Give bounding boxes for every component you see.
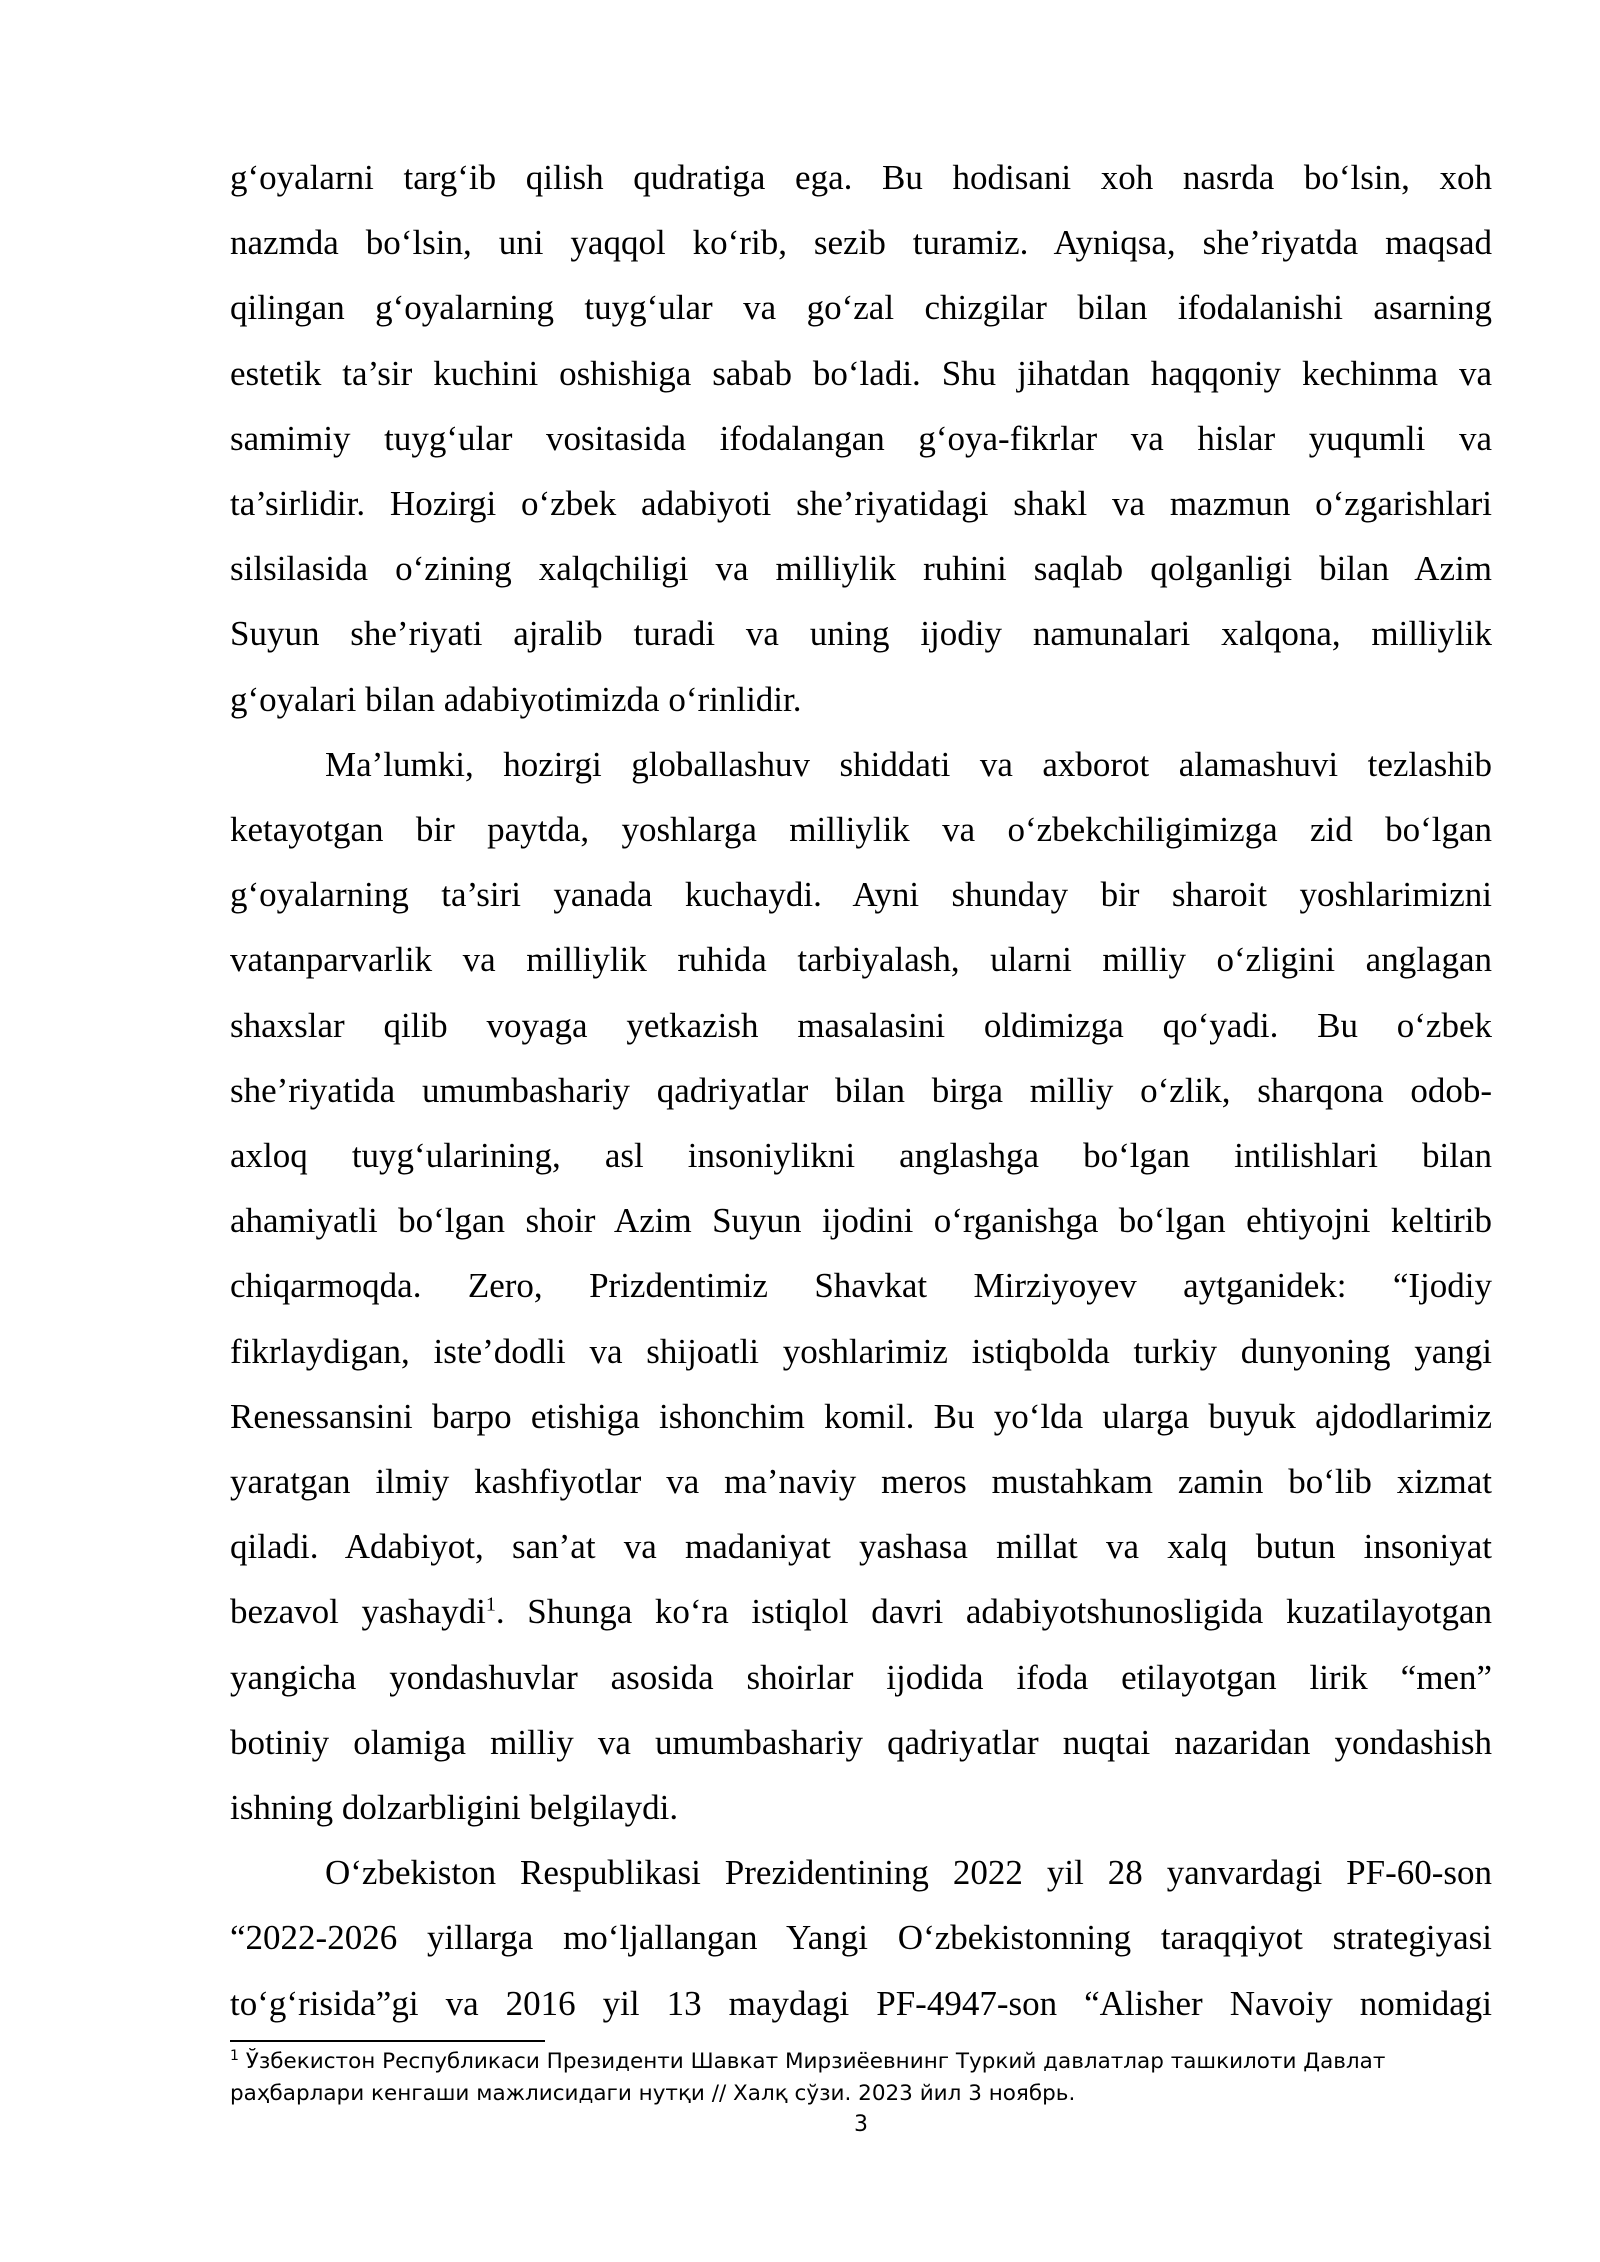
- footnote: [230, 2046, 1492, 2110]
- text-line: yaratgan ilmiy kashfiyotlar va ma’naviy meros mustahkam zamin bo‘lib xizmat: [230, 1462, 1492, 1502]
- text-line: shaxslar qilib voyaga yetkazish masalasini oldimizga qo‘yadi. Bu o‘zbek: [230, 1005, 1492, 1045]
- footnote-reference[interactable]: 1: [485, 1593, 496, 1616]
- page-number: 3: [854, 2112, 868, 2137]
- text-line: vatanparvarlik va milliylik ruhida tarbiyalash, ularni milliy o‘zligini anglagan: [230, 940, 1492, 980]
- text-line-with-footnote-ref: [230, 1579, 1492, 1644]
- footnote-text: Ўзбекистон Республикаси Президенти Шавкат Мирзиёевнинг Туркий давлатлар ташкилоти Давлат: [238, 2049, 1386, 2074]
- text-line: she’riyatida umumbashariy qadriyatlar bilan birga milliy o‘zlik, sharqona odob-: [230, 1070, 1492, 1110]
- text-line: fikrlaydigan, iste’dodli va shijoatli yoshlarimiz istiqbolda turkiy dunyoning yangi: [230, 1331, 1492, 1371]
- text-line: axloq tuyg‘ularining, asl insoniylikni anglashga bo‘lgan intilishlari bilan: [230, 1136, 1492, 1176]
- text-line: qiladi. Adabiyot, san’at va madaniyat yashasa millat va xalq butun insoniyat: [230, 1527, 1492, 1567]
- text-fragment: bezavol yashaydi: [230, 1592, 486, 1632]
- text-line: ahamiyatli bo‘lgan shoir Azim Suyun ijodini o‘rganishga bo‘lgan ehtiyojni keltirib: [230, 1201, 1492, 1241]
- text-line: Renessansini barpo etishiga ishonchim komil. Bu yo‘lda ularga buyuk ajdodlarimiz: [230, 1396, 1492, 1436]
- text-line: g‘oyalari bilan adabiyotimizda o‘rinlidir.: [230, 679, 802, 719]
- text-line: to‘g‘risida”gi va 2016 yil 13 maydagi PF-4947-son “Alisher Navoiy nomidagi: [230, 1983, 1492, 2023]
- text-line: Suyun she’riyati ajralib turadi va uning ijodiy namunalari xalqona, milliylik: [230, 614, 1492, 654]
- text-line: estetik ta’sir kuchini oshishiga sabab bo‘ladi. Shu jihatdan haqqoniy kechinma va: [230, 353, 1492, 393]
- text-line: botiniy olamiga milliy va umumbashariy qadriyatlar nuqtai nazaridan yondashish: [230, 1722, 1492, 1762]
- text-line: ishning dolzarbligini belgilaydi.: [230, 1788, 679, 1828]
- text-line: ta’sirlidir. Hozirgi o‘zbek adabiyoti she’riyatidagi shakl va mazmun o‘zgarishlari: [230, 484, 1492, 524]
- footnote-number: 1: [230, 2047, 239, 2064]
- text-line: yangicha yondashuvlar asosida shoirlar ijodida ifoda etilayotgan lirik “men”: [230, 1657, 1492, 1697]
- text-line: ketayotgan bir paytda, yoshlarga milliylik va o‘zbekchiligimizga zid bo‘lgan: [230, 810, 1492, 850]
- paragraph-2: [230, 732, 1492, 1840]
- text-line: samimiy tuyg‘ular vositasida ifodalangan g‘oya-fikrlar va hislar yuqumli va: [230, 418, 1492, 458]
- paragraph-1: [230, 145, 1492, 732]
- body-text: [230, 145, 1492, 2036]
- text-line: O‘zbekiston Respublikasi Prezidentining 2022 yil 28 yanvardagi PF-60-son: [325, 1853, 1492, 1893]
- text-fragment: . Shunga ko‘ra istiqlol davri adabiyotshunosligida kuzatilayotgan: [495, 1592, 1492, 1632]
- footnote-line: раҳбарлари кенгаши мажлисидаги нутқи // Халқ сўзи. 2023 йил 3 ноябрь.: [230, 2081, 1076, 2106]
- text-line: “2022-2026 yillarga mo‘ljallangan Yangi O‘zbekistonning taraqqiyot strategiyasi: [230, 1918, 1492, 1958]
- text-line: nazmda bo‘lsin, uni yaqqol ko‘rib, sezib turamiz. Ayniqsa, she’riyatda maqsad: [230, 223, 1492, 263]
- text-line: silsilasida o‘zining xalqchiligi va milliylik ruhini saqlab qolganligi bilan Azim: [230, 549, 1492, 589]
- footnote-separator: [230, 2040, 545, 2042]
- text-line: Ma’lumki, hozirgi globallashuv shiddati va axborot alamashuvi tezlashib: [325, 744, 1492, 784]
- paragraph-3: [230, 1840, 1492, 2036]
- text-line: g‘oyalarni targ‘ib qilish qudratiga ega. Bu hodisani xoh nasrda bo‘lsin, xoh: [230, 158, 1492, 197]
- footnote-line: [230, 2046, 1492, 2078]
- text-line: qilingan g‘oyalarning tuyg‘ular va go‘zal chizgilar bilan ifodalanishi asarning: [230, 288, 1492, 328]
- text-line: chiqarmoqda. Zero, Prizdentimiz Shavkat Mirziyoyev aytganidek: “Ijodiy: [230, 1266, 1492, 1306]
- text-line: g‘oyalarning ta’siri yanada kuchaydi. Ayni shunday bir sharoit yoshlarimizni: [230, 875, 1492, 915]
